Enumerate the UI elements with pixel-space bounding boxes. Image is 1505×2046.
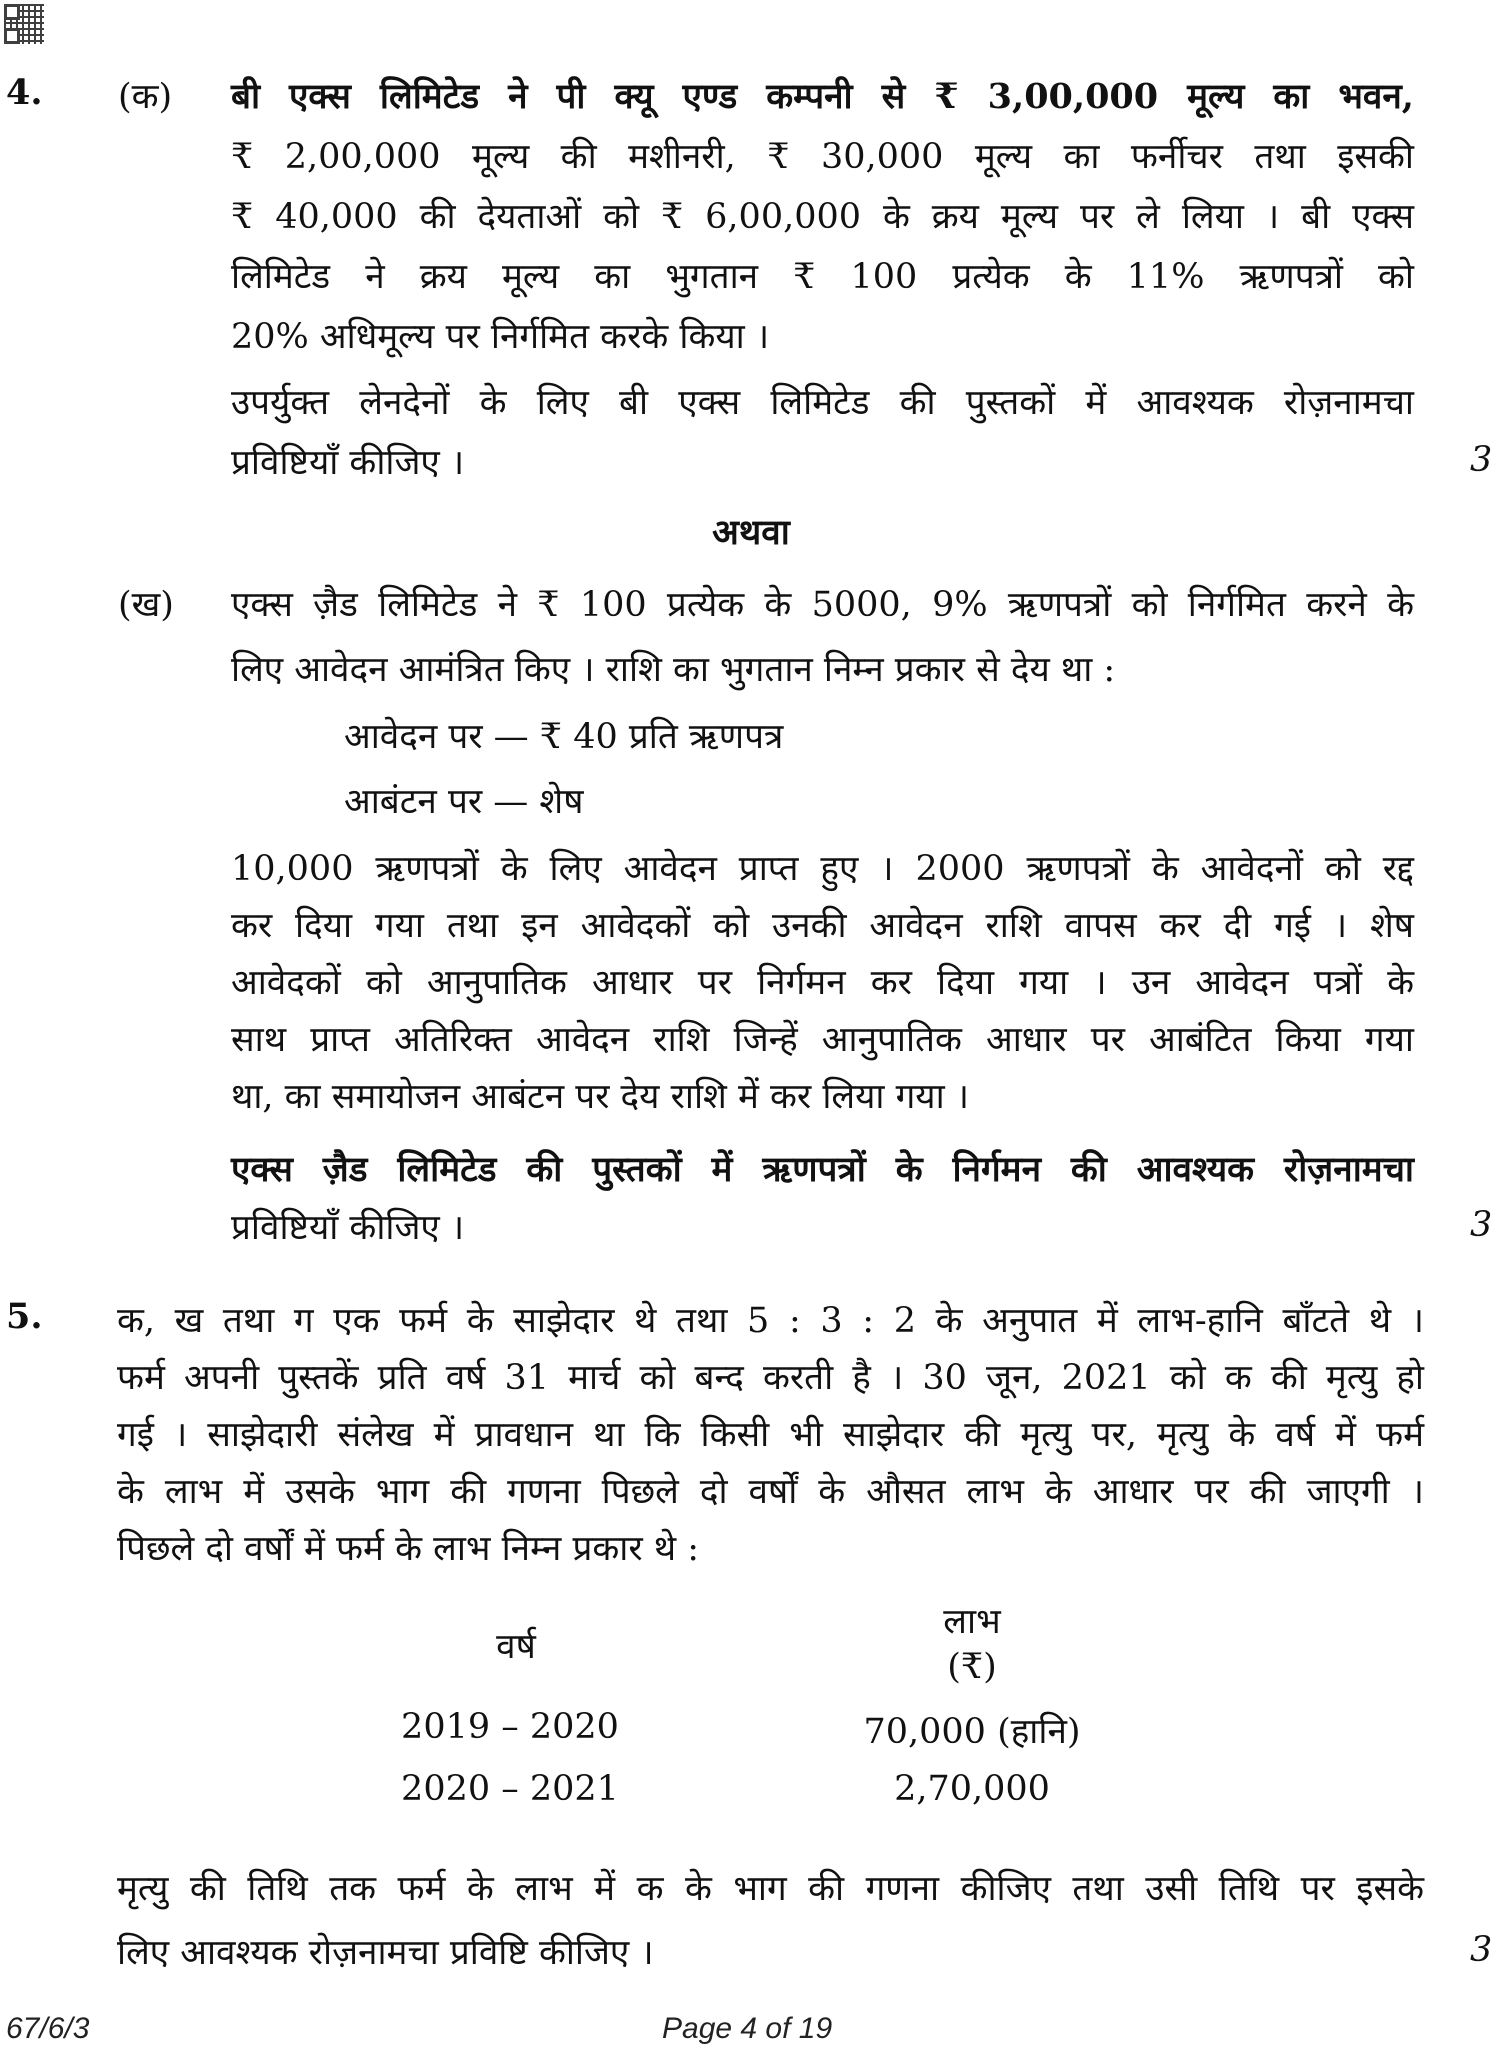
q4b-line: आवेदकों को आनुपातिक आधार पर निर्गमन कर दिया गया । उन आवेदन पत्रों के (231, 963, 1414, 1003)
paper-code: 67/6/3 (6, 2012, 90, 2045)
q4b-line: 10,000 ऋणपत्रों के लिए आवेदन प्राप्त हुए । 2000 ऋणपत्रों के आवेदनों को रद्द (231, 849, 1414, 889)
q4a-line: बी एक्स लिमिटेड ने पी क्यू एण्ड कम्पनी से ₹ 3,00,000 मूल्य का भवन, (231, 76, 1414, 117)
q4a-line: उपर्युक्त लेनदेनों के लिए बी एक्स लिमिटेड की पुस्तकों में आवश्यक रोज़नामचा (231, 383, 1414, 423)
q5-line: के लाभ में उसके भाग की गणना पिछले दो वर्षों के औसत लाभ के आधार पर की जाएगी । (117, 1472, 1424, 1512)
q4a-label: (क) (118, 77, 173, 117)
q4b-line: कर दिया गया तथा इन आवेदकों को उनकी आवेदन राशि वापस कर दी गई । शेष (231, 906, 1414, 946)
q4a-marks: 3 (1470, 440, 1493, 480)
q5-line: पिछले दो वर्षों में फर्म के लाभ निम्न प्रकार थे : (117, 1529, 700, 1569)
q5-line: क, ख तथा ग एक फर्म के साझेदार थे तथा 5 : 3 : 2 के अनुपात में लाभ-हानि बाँटते थे । (117, 1301, 1424, 1341)
q4b-line: साथ प्राप्त अतिरिक्त आवेदन राशि जिन्हें आनुपातिक आधार पर आबंटित किया गया (231, 1020, 1414, 1060)
payment-term: आबंटन पर — शेष (344, 782, 584, 822)
question-number-4: 4. (6, 72, 43, 113)
q4a-line: प्रविष्टियाँ कीजिए । (231, 443, 465, 483)
table-header-profit: लाभ (943, 1602, 1001, 1642)
q4a-line: लिमिटेड ने क्रय मूल्य का भुगतान ₹ 100 प्रत्येक के 11% ऋणपत्रों को (231, 257, 1414, 297)
table-cell-year: 2019 – 2020 (401, 1707, 619, 1747)
table-cell-profit: 2,70,000 (894, 1769, 1050, 1809)
payment-term: आवेदन पर — ₹ 40 प्रति ऋणपत्र (344, 717, 784, 757)
qr-code (4, 4, 44, 44)
q4b-line: था, का समायोजन आबंटन पर देय राशि में कर लिया गया । (231, 1077, 970, 1117)
q5-line: फर्म अपनी पुस्तकें प्रति वर्ष 31 मार्च को बन्द करती है । 30 जून, 2021 को क की मृत्यु हो (117, 1358, 1424, 1398)
q4a-line: ₹ 2,00,000 मूल्य की मशीनरी, ₹ 30,000 मूल्य का फर्नीचर तथा इसकी (231, 137, 1414, 177)
table-cell-profit: 70,000 (हानि) (863, 1712, 1081, 1752)
q4b-label: (ख) (118, 585, 174, 625)
q4b-line: एक्स ज़ैड लिमिटेड की पुस्तकों में ऋणपत्रों के निर्गमन की आवश्यक रोज़नामचा (231, 1149, 1414, 1190)
q4b-line: प्रविष्टियाँ कीजिए । (231, 1208, 465, 1248)
q5-final-line: मृत्यु की तिथि तक फर्म के लाभ में क के भाग की गणना कीजिए तथा उसी तिथि पर इसके (117, 1869, 1424, 1909)
question-number-5: 5. (6, 1296, 43, 1337)
table-cell-year: 2020 – 2021 (401, 1769, 619, 1809)
page-number: Page 4 of 19 (662, 2012, 833, 2045)
q4b-line: एक्स ज़ैड लिमिटेड ने ₹ 100 प्रत्येक के 5000, 9% ऋणपत्रों को निर्गमित करने के (231, 585, 1414, 625)
q4a-line: 20% अधिमूल्य पर निर्गमित करके किया । (231, 317, 770, 357)
q5-marks: 3 (1470, 1930, 1493, 1970)
table-header-year: वर्ष (496, 1627, 536, 1667)
q4a-line: ₹ 40,000 की देयताओं को ₹ 6,00,000 के क्रय मूल्य पर ले लिया । बी एक्स (231, 197, 1414, 237)
q4b-marks: 3 (1470, 1205, 1493, 1245)
table-header-unit: (₹) (947, 1647, 997, 1687)
or-label: अथवा (712, 512, 790, 553)
q5-final-line: लिए आवश्यक रोज़नामचा प्रविष्टि कीजिए । (117, 1933, 654, 1973)
q4b-line: लिए आवेदन आमंत्रित किए । राशि का भुगतान निम्न प्रकार से देय था : (231, 650, 1116, 690)
q5-line: गई । साझेदारी संलेख में प्रावधान था कि किसी भी साझेदार की मृत्यु पर, मृत्यु के वर्ष में फर्म (117, 1415, 1424, 1455)
